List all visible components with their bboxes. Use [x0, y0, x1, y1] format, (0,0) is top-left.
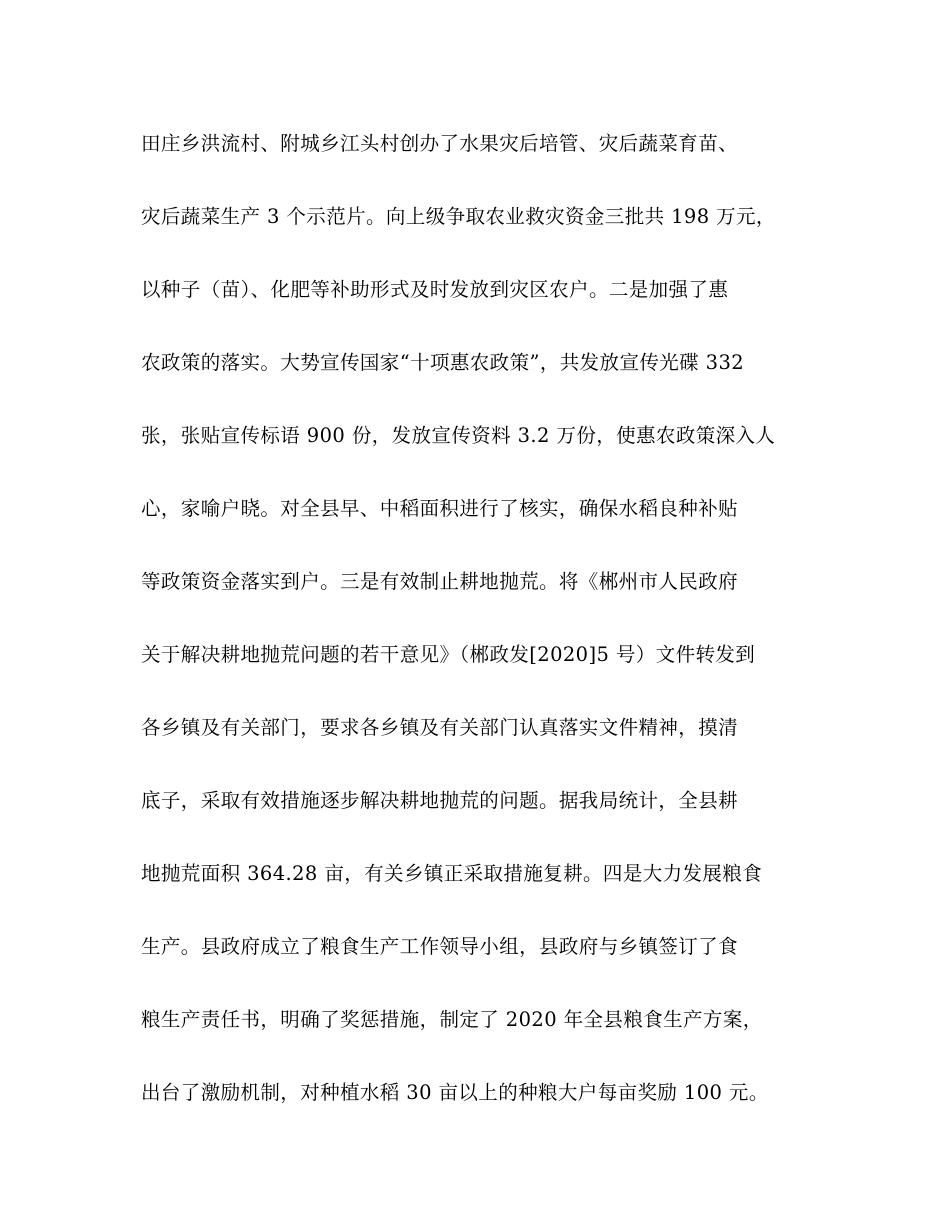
text-line: 生产。县政府成立了粮食生产工作领导小组，县政府与乡镇签订了食 — [141, 935, 739, 958]
text-line: 底子，采取有效措施逐步解决耕地抛荒的问题。据我局统计，全县耕 — [141, 789, 739, 812]
text-line: 出台了激励机制，对种植水稻 30 亩以上的种粮大户每亩奖励 100 元。 — [141, 1081, 769, 1104]
text-line: 各乡镇及有关部门，要求各乡镇及有关部门认真落实文件精神，摸清 — [141, 716, 739, 739]
text-line: 张，张贴宣传标语 900 份，发放宣传资料 3.2 万份，使惠农政策深入人 — [141, 424, 776, 447]
text-line: 农政策的落实。大势宣传国家“十项惠农政策”，共发放宣传光碟 332 — [141, 351, 745, 374]
text-line: 田庄乡洪流村、附城乡江头村创办了水果灾后培管、灾后蔬菜育苗、 — [141, 132, 739, 155]
body-paragraph — [141, 124, 841, 1146]
text-line: 以种子（苗）、化肥等补助形式及时发放到灾区农户。二是加强了惠 — [141, 278, 729, 301]
text-line: 灾后蔬菜生产 3 个示范片。向上级争取农业救灾资金三批共 198 万元， — [141, 205, 776, 228]
text-line: 地抛荒面积 364.28 亩，有关乡镇正采取措施复耕。四是大力发展粮食 — [141, 862, 763, 885]
text-line: 粮生产责任书，明确了奖惩措施，制定了 2020 年全县粮食生产方案， — [141, 1008, 763, 1031]
text-line: 等政策资金落实到户。三是有效制止耕地抛荒。将《郴州市人民政府 — [141, 570, 739, 593]
text-line: 心，家喻户晓。对全县早、中稻面积进行了核实，确保水稻良种补贴 — [141, 497, 739, 520]
text-line: 关于解决耕地抛荒问题的若干意见》（郴政发[2020]5 号）文件转发到 — [141, 643, 756, 666]
